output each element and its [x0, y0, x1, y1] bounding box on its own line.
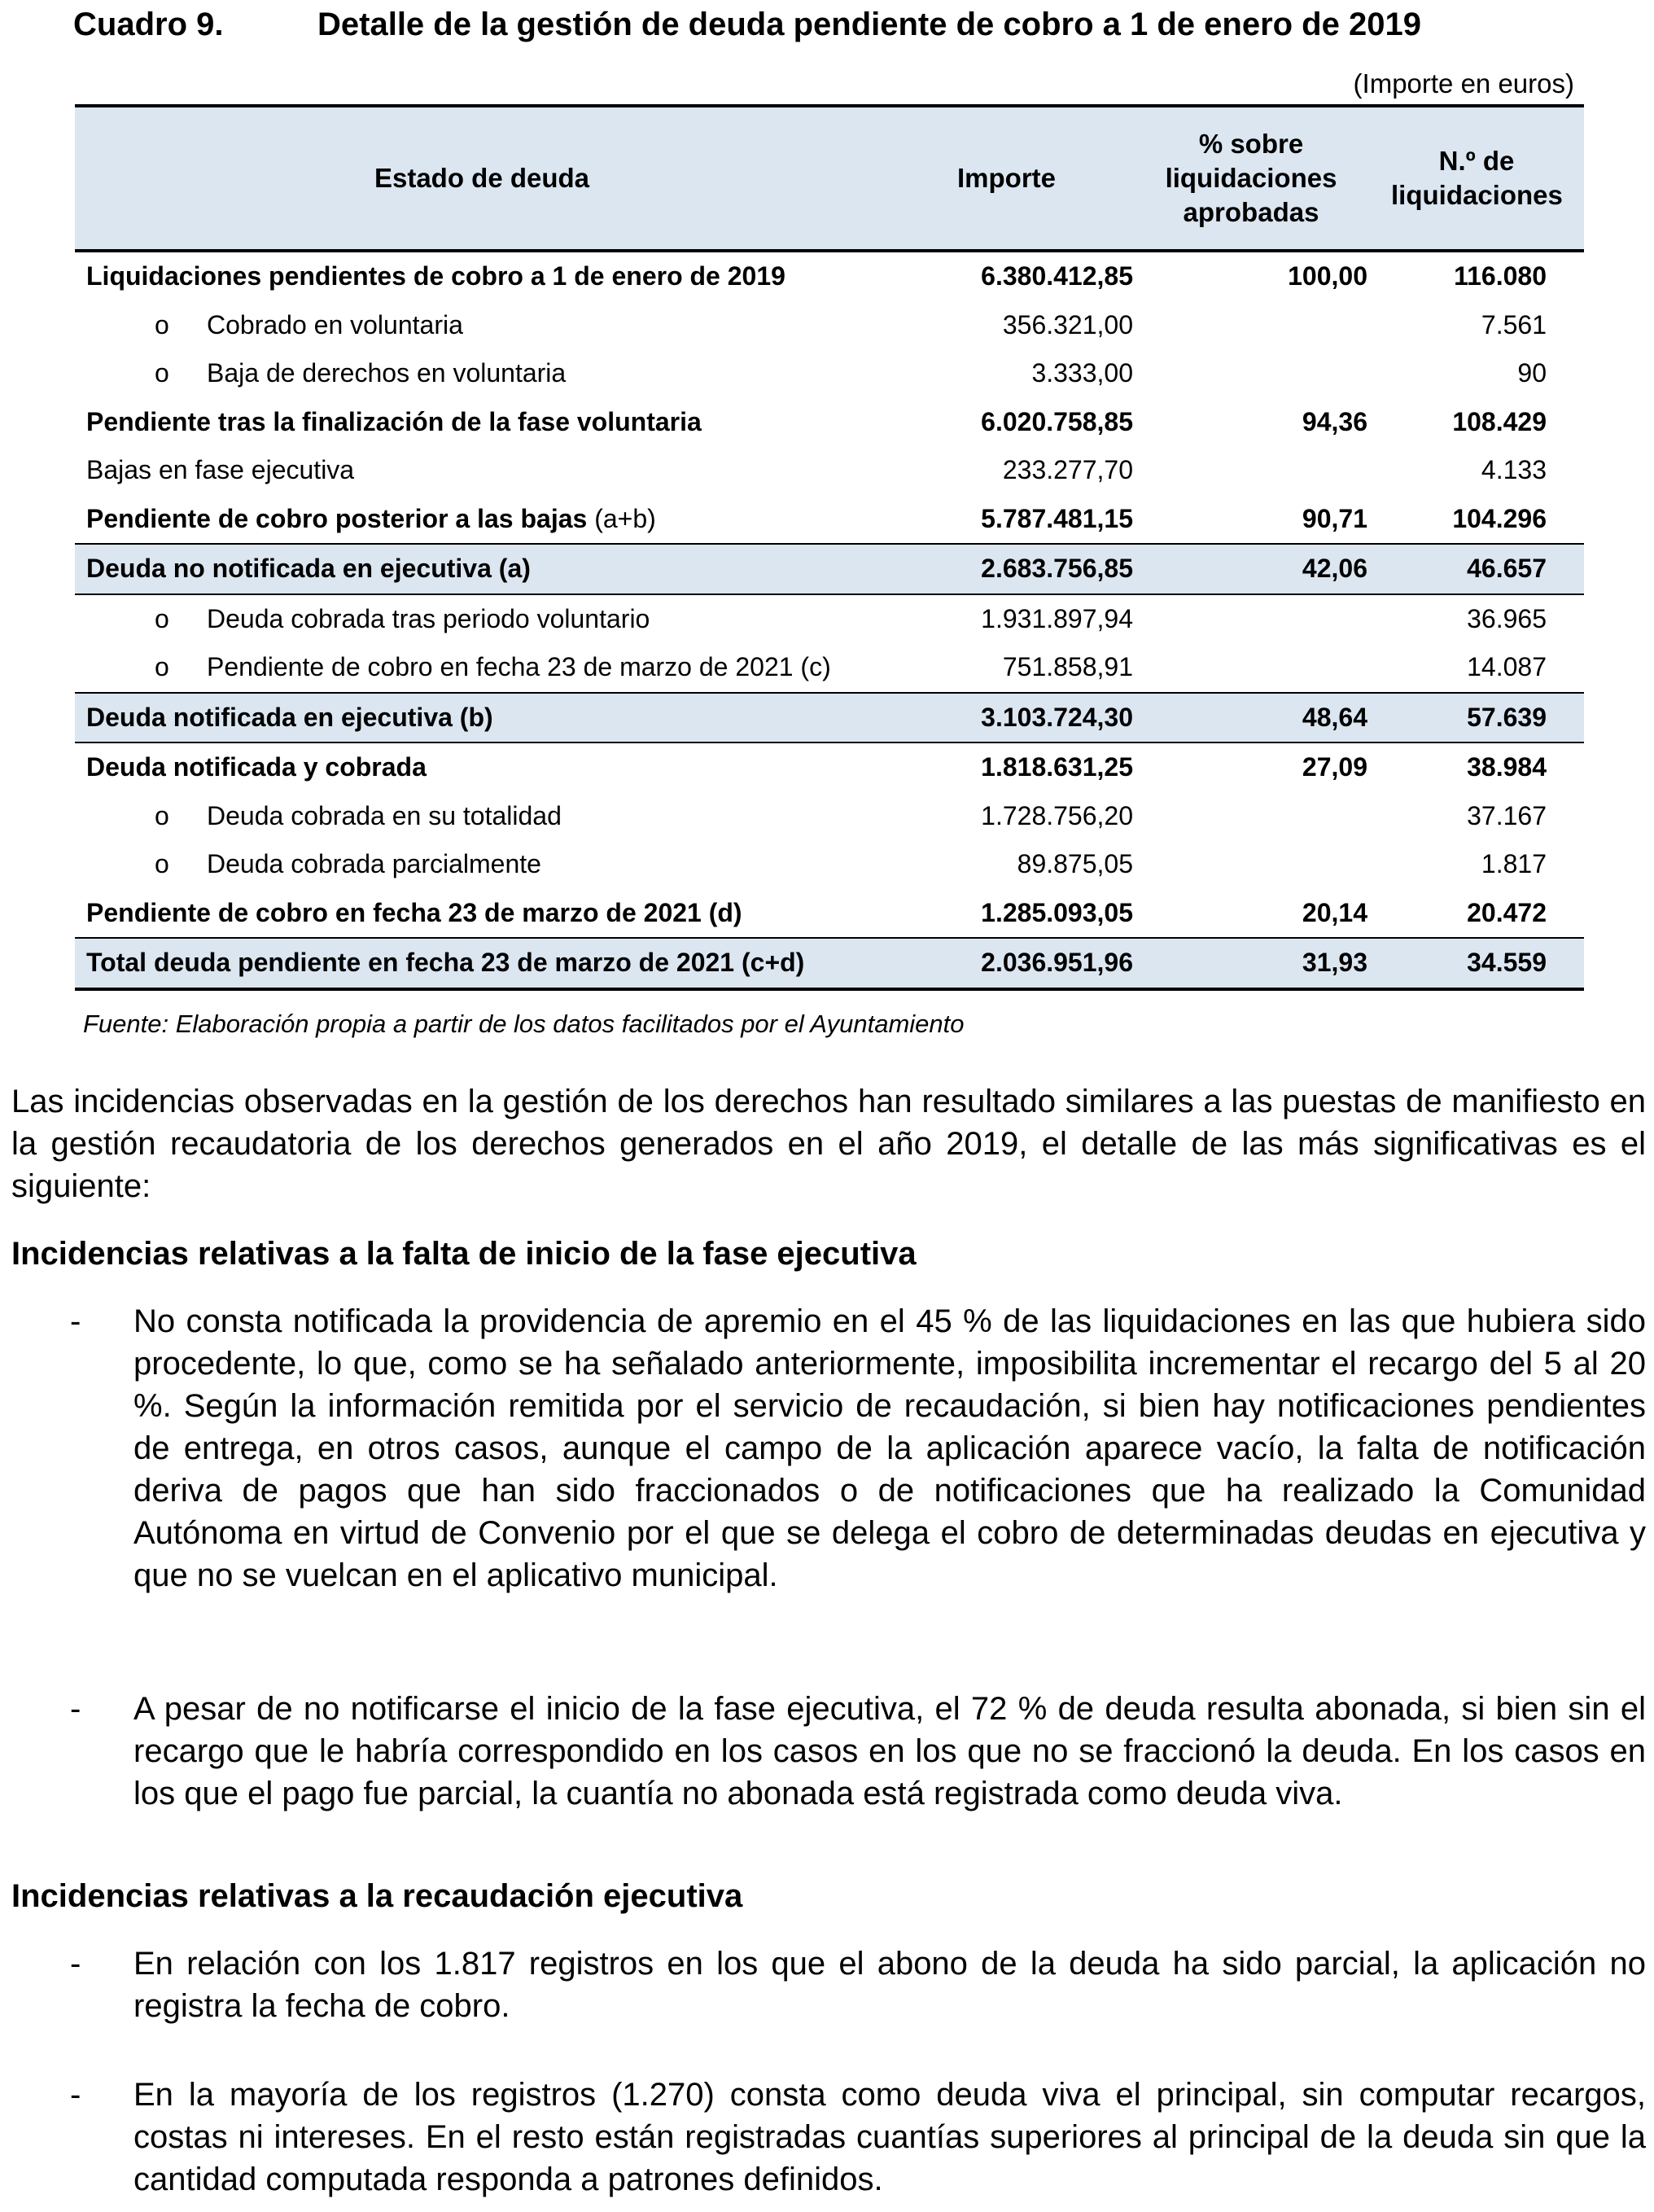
row-pct: 94,36	[1302, 406, 1367, 436]
row-pct	[1133, 594, 1369, 644]
row-label-cell	[75, 889, 889, 939]
row-n: 20.472	[1467, 897, 1547, 927]
row-label: Deuda no notificada en ejecutiva (a)	[86, 554, 531, 584]
table-body	[75, 251, 1584, 989]
row-importe: 1.285.093,05	[981, 897, 1133, 927]
row-n: 7.561	[1481, 309, 1547, 339]
table-row	[75, 594, 1584, 644]
section1-item-2	[11, 1688, 1646, 1815]
row-label-cell	[75, 349, 889, 398]
row-label-suffix: (a+b)	[587, 503, 656, 533]
table-row	[75, 349, 1584, 398]
row-label: Total deuda pendiente en fecha 23 de marzo de 2021 (c+d)	[86, 948, 805, 978]
row-label-cell	[75, 544, 889, 594]
row-label: Pendiente tras la finalización de la fase voluntaria	[86, 406, 702, 436]
row-n: 34.559	[1369, 938, 1584, 989]
row-label-cell	[75, 398, 889, 447]
table-row	[75, 495, 1584, 545]
row-importe: 751.858,91	[1002, 652, 1133, 682]
row-pct	[1133, 840, 1369, 889]
row-pct: 27,09	[1302, 752, 1367, 782]
row-label: Cobrado en voluntaria	[207, 309, 463, 339]
item-text: En la mayoría de los registros (1.270) consta como deuda viva el principal, sin computar recargos, costas ni intereses. En el resto están registradas cuantías superiores al principal de la deuda sin que la cantidad computada responda a patrones definidos.	[133, 2077, 1646, 2197]
row-n: 104.296	[1452, 503, 1547, 533]
dash-bullet: -	[70, 2077, 81, 2113]
dash-bullet: -	[70, 1946, 81, 1982]
header-estado: Estado de deuda	[75, 106, 889, 251]
row-label: Deuda notificada en ejecutiva (b)	[86, 702, 493, 732]
row-label: Pendiente de cobro en fecha 23 de marzo de 2021 (c)	[207, 652, 831, 682]
section1-heading: Incidencias relativas a la falta de inicio de la fase ejecutiva	[11, 1236, 917, 1272]
table-row	[75, 398, 1584, 447]
row-n: 108.429	[1452, 406, 1547, 436]
row-label-cell	[75, 251, 889, 301]
row-importe: 3.333,00	[1031, 358, 1133, 388]
row-pct	[1133, 301, 1369, 350]
section1-item-1	[11, 1300, 1646, 1597]
item-text: En relación con los 1.817 registros en los que el abono de la deuda ha sido parcial, la aplicación no registra la fecha de cobro.	[133, 1946, 1646, 2024]
row-n: 38.984	[1467, 752, 1547, 782]
row-importe: 2.036.951,96	[889, 938, 1133, 989]
row-importe: 356.321,00	[1002, 309, 1133, 339]
item-text: No consta notificada la providencia de apremio en el 45 % de las liquidaciones en las que hubiera sido procedente, lo que, como se ha señalado anteriormente, imposibilita incrementar el recargo del 5 al 20 %. Según la información remitida por el servicio de recaudación, si bien hay notificaciones pendientes de entrega, en otros casos, aunque el campo de la aplicación aparece vacío, la falta de notificación deriva de pagos que han sido fraccionados o de notificaciones que ha realizado la Comunidad Autónoma en virtud de Convenio por el que se delega el cobro de determinadas deudas en ejecutiva y que no se vuelcan en el aplicativo municipal.	[133, 1303, 1646, 1593]
row-n: 116.080	[1454, 261, 1547, 291]
row-n: 57.639	[1369, 693, 1584, 743]
table-row	[75, 446, 1584, 495]
row-importe: 2.683.756,85	[889, 544, 1133, 594]
row-label-cell	[75, 594, 889, 644]
row-pct: 90,71	[1302, 503, 1367, 533]
row-label: Deuda cobrada parcialmente	[207, 849, 541, 879]
row-importe: 6.380.412,85	[981, 261, 1133, 291]
row-importe: 1.818.631,25	[981, 752, 1133, 782]
row-pct: 42,06	[1133, 544, 1369, 594]
caption-number: Cuadro 9.	[73, 7, 224, 42]
table-row	[75, 889, 1584, 939]
header-n: N.º de liquidaciones	[1369, 106, 1584, 251]
row-label: Deuda cobrada tras periodo voluntario	[207, 603, 650, 633]
row-n: 36.965	[1467, 603, 1547, 633]
row-label: Bajas en fase ejecutiva	[86, 455, 355, 485]
row-label: Deuda notificada y cobrada	[86, 752, 427, 782]
row-n: 4.133	[1481, 455, 1547, 485]
row-label: Baja de derechos en voluntaria	[207, 358, 567, 388]
row-pct	[1133, 643, 1369, 693]
row-label: Pendiente de cobro en fecha 23 de marzo de 2021 (d)	[86, 897, 742, 927]
table-row	[75, 742, 1584, 792]
bullet-marker: o	[155, 652, 169, 682]
row-label-cell	[75, 495, 889, 545]
row-pct: 48,64	[1133, 693, 1369, 743]
table-row	[75, 643, 1584, 693]
row-pct: 20,14	[1302, 897, 1367, 927]
row-n: 37.167	[1467, 800, 1547, 830]
row-label-cell	[75, 446, 889, 495]
row-importe: 5.787.481,15	[981, 503, 1133, 533]
header-importe: Importe	[889, 106, 1133, 251]
row-pct	[1133, 446, 1369, 495]
table-row	[75, 251, 1584, 301]
bullet-marker: o	[155, 800, 169, 830]
row-label-cell	[75, 693, 889, 743]
row-label-cell	[75, 643, 889, 693]
item-text: A pesar de no notificarse el inicio de la fase ejecutiva, el 72 % de deuda resulta abonada, si bien sin el recargo que le habría correspondido en los casos en los que no se fraccionó la deuda. En los casos en los que el pago fue parcial, la cuantía no abonada está registrada como deuda viva.	[133, 1691, 1646, 1811]
table-row	[75, 792, 1584, 841]
intro-paragraph: Las incidencias observadas en la gestión de los derechos han resultado similares a las puestas de manifiesto en la gestión recaudatoria de los derechos generados en el año 2019, el detalle de las más significativas es el siguiente:	[11, 1084, 1646, 1204]
row-label: Deuda cobrada en su totalidad	[207, 800, 562, 830]
row-pct	[1133, 792, 1369, 841]
section2-item-1	[11, 1943, 1646, 2027]
table-row	[75, 938, 1584, 989]
row-n: 1.817	[1481, 849, 1547, 879]
table-row	[75, 693, 1584, 743]
row-label: Liquidaciones pendientes de cobro a 1 de enero de 2019	[86, 261, 785, 291]
bullet-marker: o	[155, 309, 169, 339]
dash-bullet: -	[70, 1691, 81, 1727]
bullet-marker: o	[155, 603, 169, 633]
table-header-row	[75, 106, 1584, 251]
row-pct: 31,93	[1133, 938, 1369, 989]
table-row	[75, 840, 1584, 889]
row-n: 14.087	[1467, 652, 1547, 682]
table-row	[75, 544, 1584, 594]
row-label-cell	[75, 742, 889, 792]
row-label: Pendiente de cobro posterior a las bajas	[86, 503, 588, 533]
row-importe: 89.875,05	[1017, 849, 1133, 879]
bullet-marker: o	[155, 849, 169, 879]
header-pct: % sobre liquidaciones aprobadas	[1133, 106, 1369, 251]
row-n: 90	[1517, 358, 1547, 388]
row-pct	[1133, 349, 1369, 398]
dash-bullet: -	[70, 1303, 81, 1339]
unit-note: (Importe en euros)	[1353, 68, 1574, 99]
caption-title: Detalle de la gestión de deuda pendiente de cobro a 1 de enero de 2019	[317, 7, 1421, 42]
row-pct: 100,00	[1288, 261, 1367, 291]
table-caption	[73, 7, 1421, 43]
row-label-cell	[75, 938, 889, 989]
row-importe: 6.020.758,85	[981, 406, 1133, 436]
row-label-cell	[75, 301, 889, 350]
section2-item-2	[11, 2074, 1646, 2201]
table-row	[75, 301, 1584, 350]
debt-table	[75, 104, 1584, 991]
section2-heading: Incidencias relativas a la recaudación ejecutiva	[11, 1878, 743, 1914]
row-n: 46.657	[1369, 544, 1584, 594]
table-source: Fuente: Elaboración propia a partir de los datos facilitados por el Ayuntamiento	[83, 1010, 965, 1038]
row-importe: 1.728.756,20	[981, 800, 1133, 830]
row-label-cell	[75, 840, 889, 889]
row-importe: 1.931.897,94	[981, 603, 1133, 633]
row-importe: 3.103.724,30	[889, 693, 1133, 743]
row-importe: 233.277,70	[1002, 455, 1133, 485]
bullet-marker: o	[155, 358, 169, 388]
row-label-cell	[75, 792, 889, 841]
